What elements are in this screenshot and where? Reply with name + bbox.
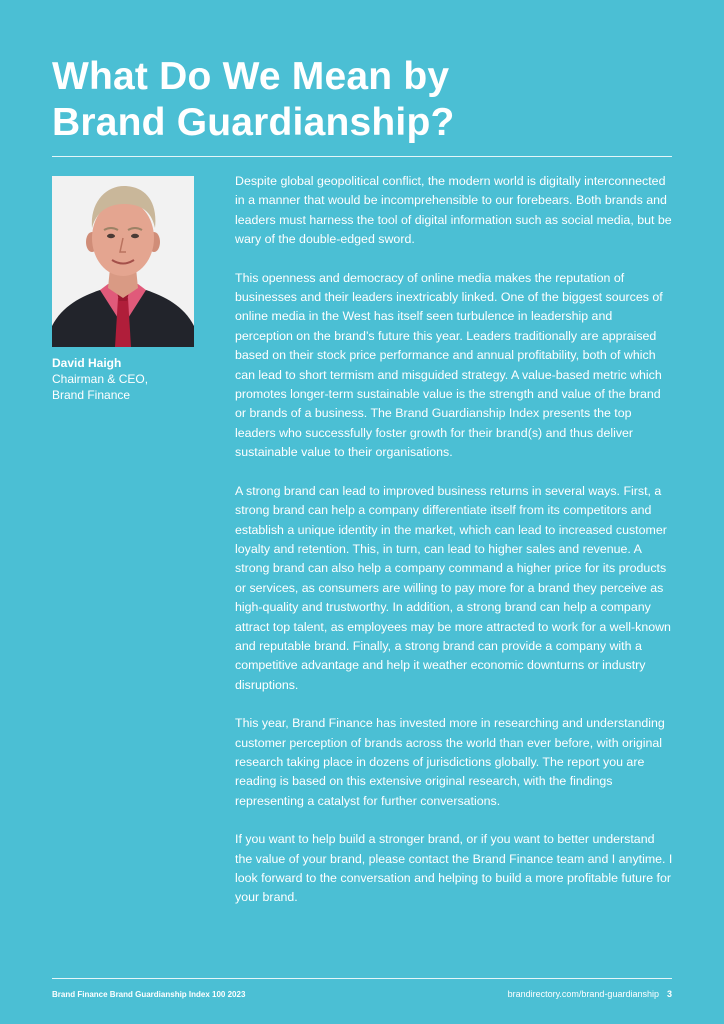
page-title-line-1: What Do We Mean by	[52, 55, 450, 98]
footer-url-link[interactable]: brandirectory.com/brand-guardianship	[507, 989, 659, 999]
author-portrait	[52, 176, 194, 347]
paragraph-2: This openness and democracy of online media makes the reputation of businesses and their leaders inextricably linked. One of the biggest sources of online media in the West has itself seen turbulence in leadership and perception on the brand’s future this year. Leaders traditionally are appraised based on their stock price performance and annual profitability, both of which can lead to short termism and misguided strategy. A value-based metric which promotes longer-term sustainable value is the strength and value of the brand or brands of a business. The Brand Guardianship Index presents the top leaders who successfully foster growth for their brand(s) and thus deliver sustainable value to their organisations.	[235, 270, 663, 460]
author-role-line-1: Chairman & CEO,	[52, 372, 149, 386]
footer-right	[508, 989, 672, 999]
page-number: 3	[666, 989, 672, 999]
body-text	[235, 172, 673, 927]
page-title-line-2: Brand Guardianship?	[52, 101, 455, 144]
paragraph-1: Despite global geopolitical conflict, the modern world is digitally interconnected in a manner that would be incomprehensible to our forebears. Both brands and leaders must harness the tool of digital information such as social media, but be wary of the double-edged sword.	[235, 174, 672, 247]
header-divider	[52, 156, 672, 157]
footer-divider	[52, 978, 672, 979]
author-caption	[52, 355, 222, 403]
author-photo-illustration	[52, 176, 194, 347]
paragraph-3: A strong brand can lead to improved business returns in several ways. First, a strong brand can help a company differentiate itself from its competitors and establish a unique identity in the market, which can lead to increased customer loyalty and retention. This, in turn, can lead to higher sales and revenue. A strong brand can also help a company command a higher price for its products or services, as consumers are willing to pay more for a brand they perceive as high-quality and trustworthy. In addition, a strong brand can help a company attract top talent, as employees may be more attracted to work for a well-known and reputable brand. Finally, a strong brand can provide a company with a competitive advantage and help it weather economic downturns or industry disruptions.	[235, 483, 671, 692]
footer-publication-title: Brand Finance Brand Guardianship Index 100 2023	[52, 990, 246, 999]
paragraph-5: If you want to help build a stronger brand, or if you want to better understand the value of your brand, please contact the Brand Finance team and I anytime. I look forward to the conversation and helping to build a more profitable future for your brand.	[235, 832, 673, 905]
paragraph-4: This year, Brand Finance has invested more in researching and understanding customer perception of brands across the world than ever before, with original research taking place in dozens of jurisdictions globally. The report you are reading is based on this extensive original research, with the findings representing a catalyst for further conversations.	[235, 716, 665, 808]
author-role-line-2: Brand Finance	[52, 388, 131, 402]
page-title	[52, 54, 672, 146]
author-name: David Haigh	[52, 356, 122, 370]
